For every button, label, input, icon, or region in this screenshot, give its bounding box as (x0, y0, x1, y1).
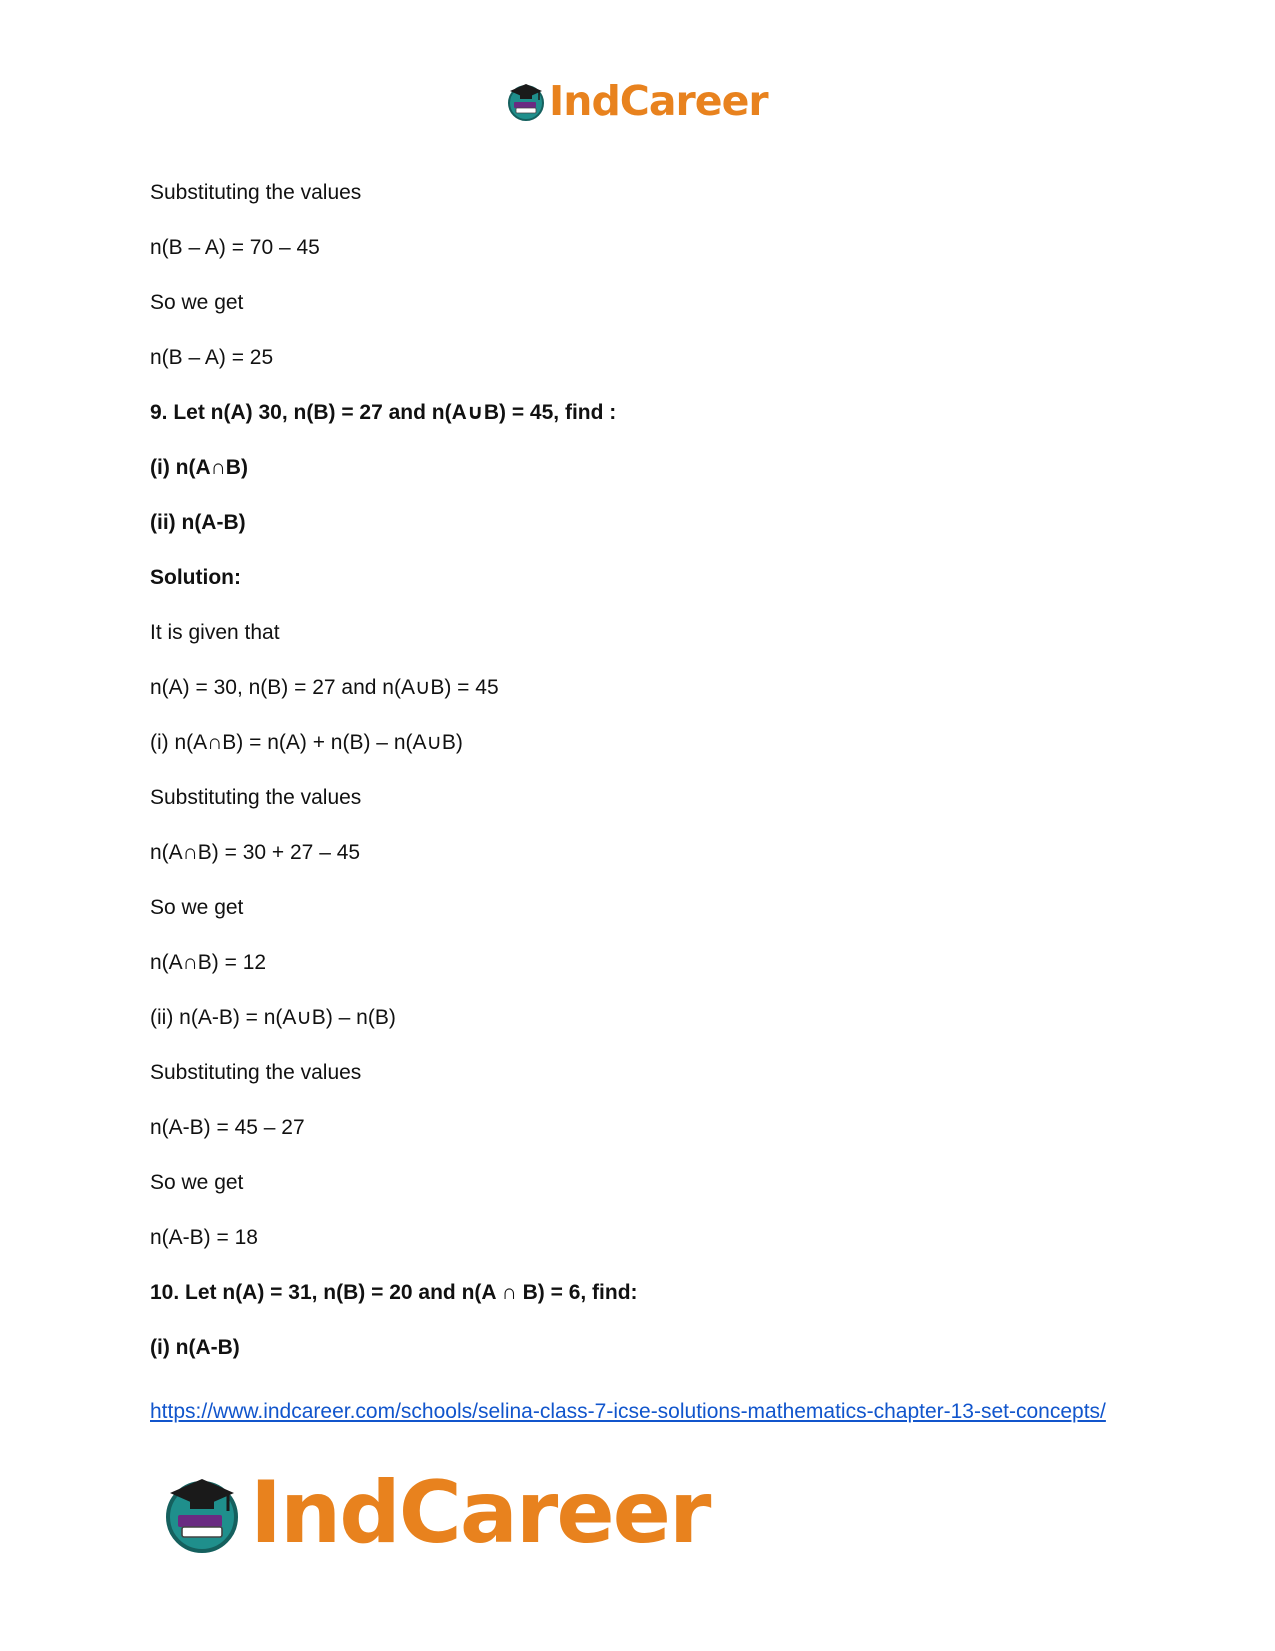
question-text: 10. Let n(A) = 31, n(B) = 20 and n(A ∩ B) = 6, find: (150, 1281, 638, 1304)
solution-text: n(A) = 30, n(B) = 27 and n(A∪B) = 45 (150, 676, 499, 699)
solution-text: n(A∩B) = 30 + 27 – 45 (150, 841, 361, 864)
solution-text: n(A-B) = 45 – 27 (150, 1116, 305, 1139)
solution-text: It is given that (150, 621, 280, 644)
question-text: Solution: (150, 566, 241, 589)
solution-text: Substituting the values (150, 786, 362, 809)
globe-with-graduation-cap-icon (505, 80, 547, 122)
solution-text: n(B – A) = 25 (150, 346, 274, 369)
solution-text: n(A∩B) = 12 (150, 951, 267, 974)
logo-text: IndCareer (250, 1463, 710, 1563)
solution-text: Substituting the values (150, 1061, 362, 1084)
solution-text: n(B – A) = 70 – 45 (150, 236, 320, 259)
question-text: (i) n(A-B) (150, 1336, 240, 1359)
solution-text: So we get (150, 291, 244, 314)
question-text: (i) n(A∩B) (150, 456, 248, 479)
solution-text: (ii) n(A-B) = n(A∪B) – n(B) (150, 1006, 396, 1029)
solution-text: So we get (150, 896, 244, 919)
solution-text: (i) n(A∩B) = n(A) + n(B) – n(A∪B) (150, 731, 463, 754)
footer-logo (160, 1463, 710, 1563)
logo-text: IndCareer (549, 76, 768, 125)
solution-text: Substituting the values (150, 181, 362, 204)
header-logo (505, 76, 768, 125)
solution-text: n(A-B) = 18 (150, 1226, 258, 1249)
globe-with-graduation-cap-icon (160, 1471, 244, 1555)
source-url-link[interactable]: https://www.indcareer.com/schools/selina-class-7-icse-solutions-mathematics-chapter-13-set-concepts/ (150, 1400, 1106, 1423)
solution-text: So we get (150, 1171, 244, 1194)
question-text: (ii) n(A-B) (150, 511, 246, 534)
question-text: 9. Let n(A) 30, n(B) = 27 and n(A∪B) = 45, find : (150, 401, 617, 424)
